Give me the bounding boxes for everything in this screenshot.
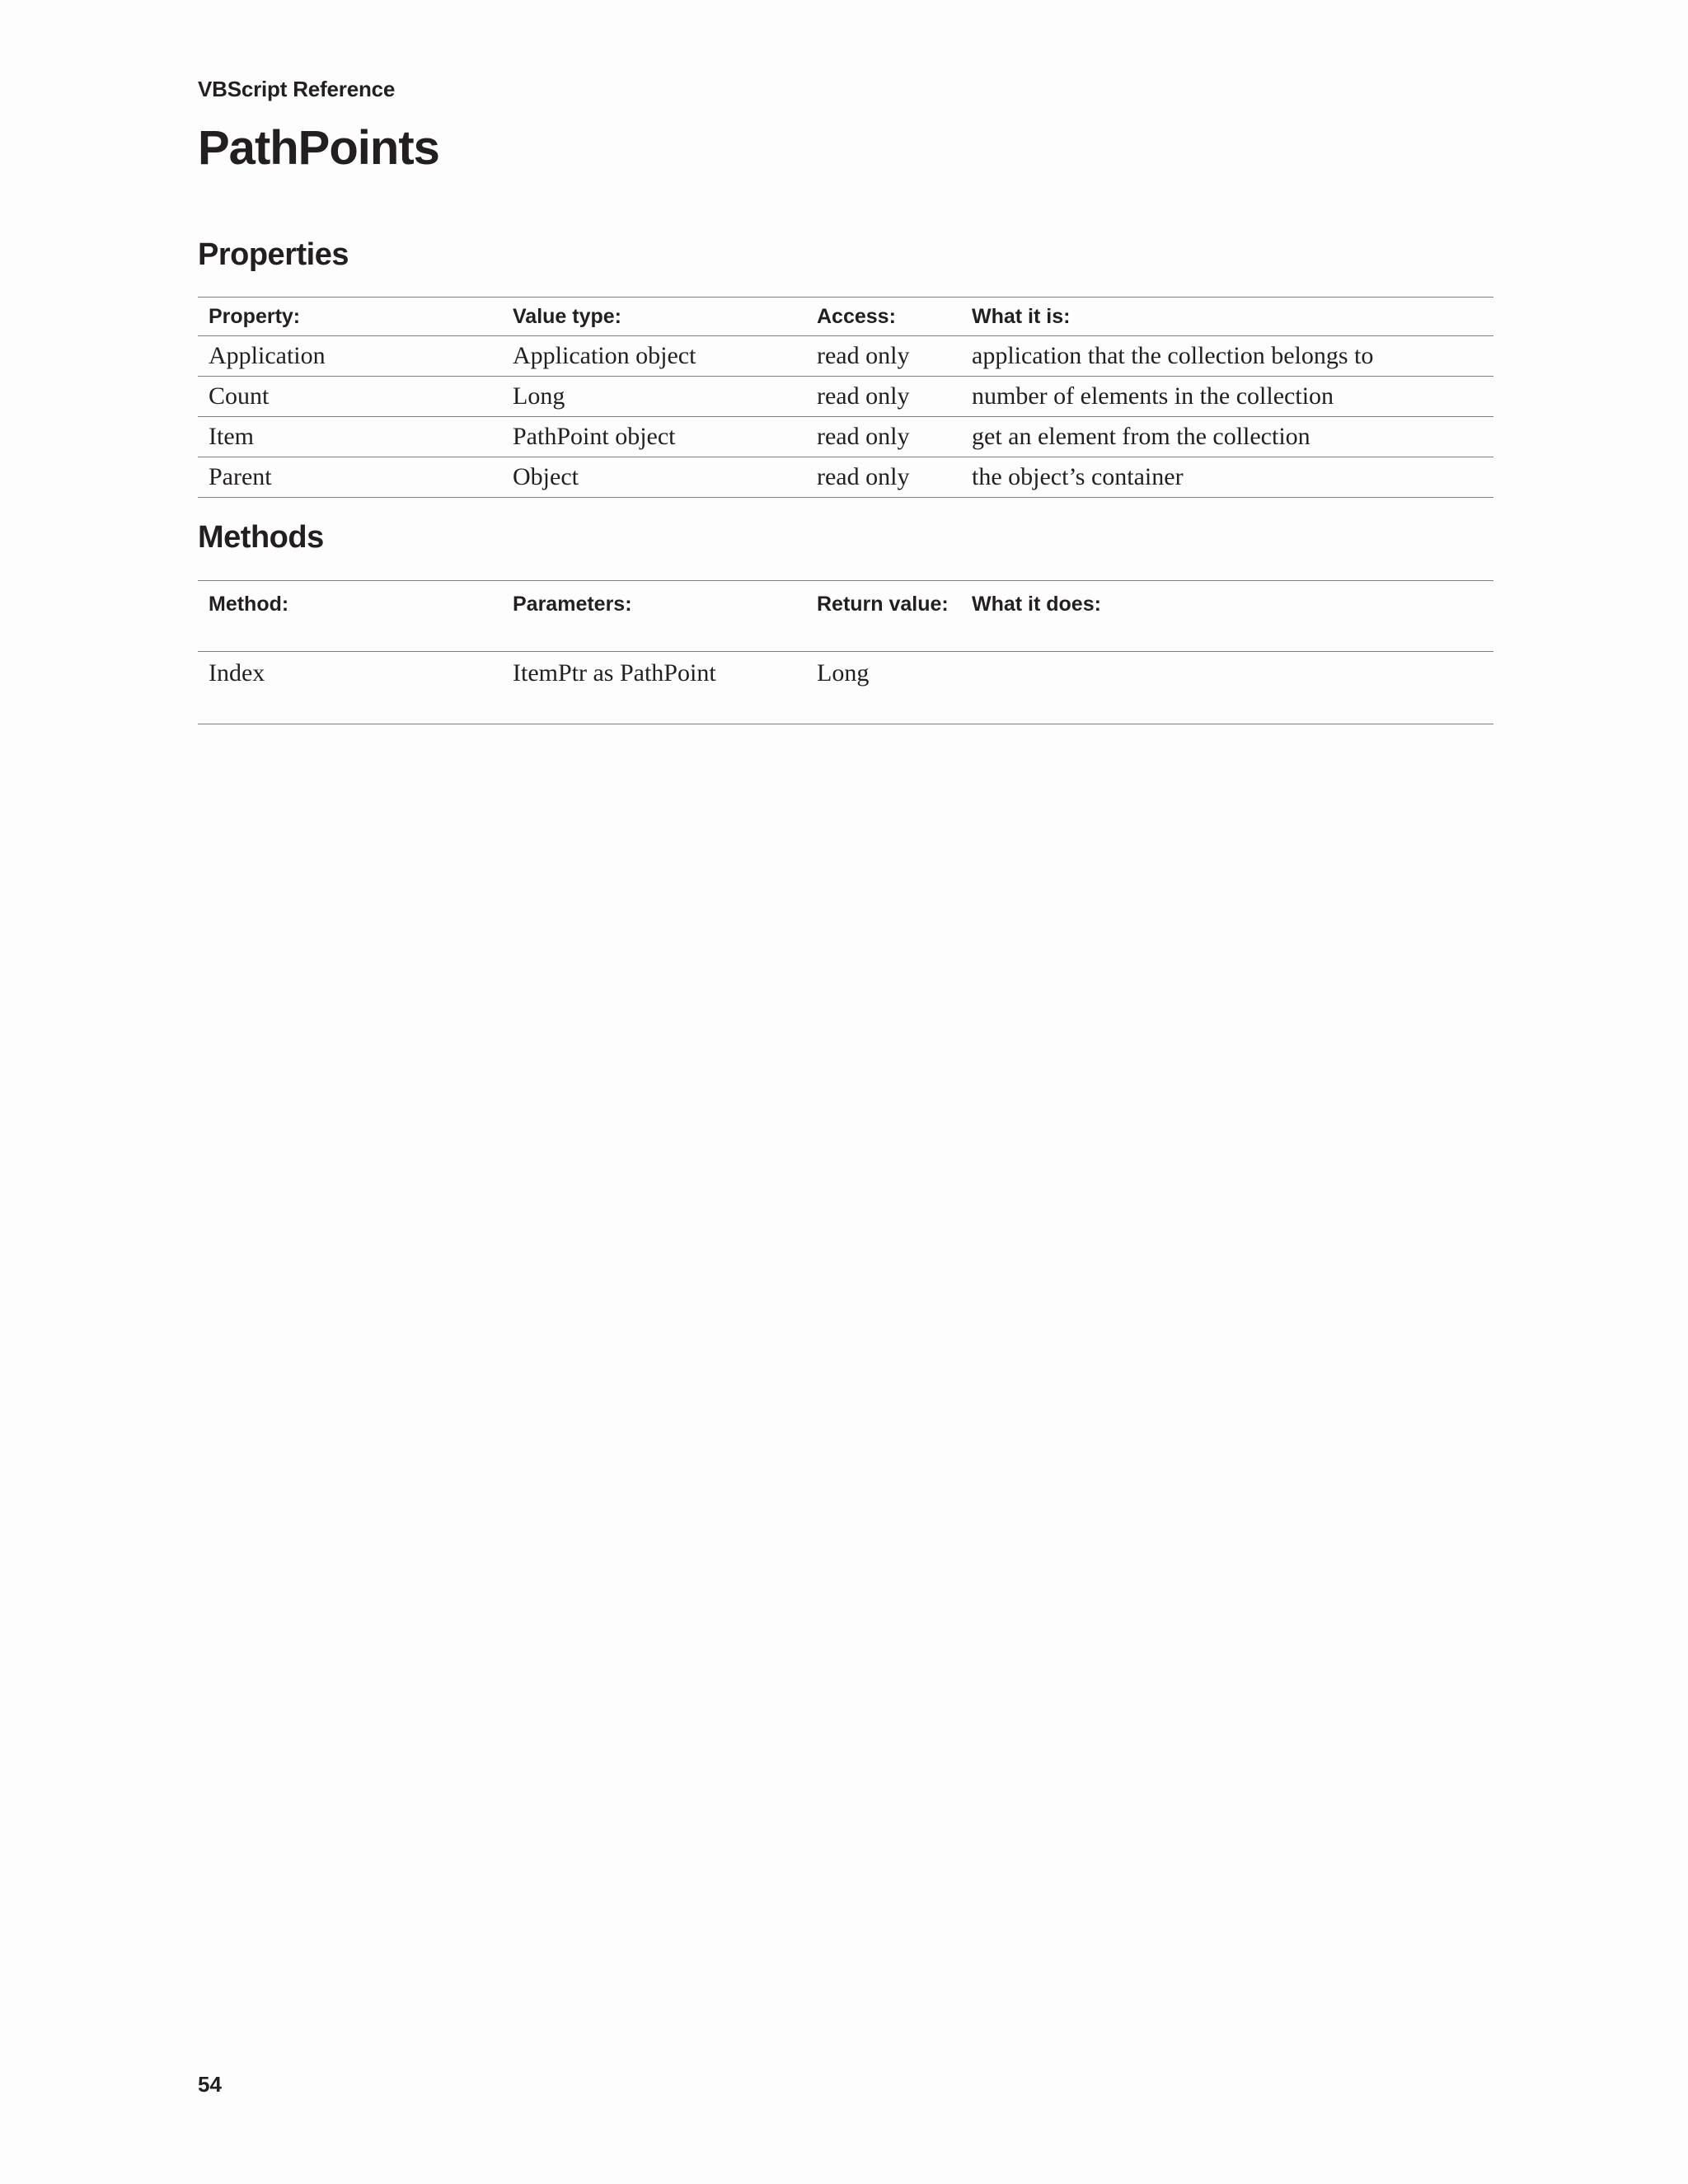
property-description: number of elements in the collection xyxy=(961,377,1493,417)
property-access: read only xyxy=(806,417,961,457)
property-access: read only xyxy=(806,336,961,377)
table-row xyxy=(198,336,1493,377)
property-name: Parent xyxy=(198,457,502,498)
column-header-access: Access: xyxy=(806,298,961,336)
methods-heading: Methods xyxy=(198,520,324,555)
column-header-method: Method: xyxy=(198,581,502,652)
page-title: PathPoints xyxy=(198,121,439,175)
property-value-type: PathPoint object xyxy=(502,417,806,457)
methods-table xyxy=(198,580,1493,724)
property-name: Item xyxy=(198,417,502,457)
column-header-value-type: Value type: xyxy=(502,298,806,336)
property-name: Application xyxy=(198,336,502,377)
column-header-return-value: Return value: xyxy=(806,581,961,652)
table-row xyxy=(198,377,1493,417)
properties-heading: Properties xyxy=(198,237,349,272)
method-description xyxy=(961,652,1493,724)
property-name: Count xyxy=(198,377,502,417)
methods-header-row xyxy=(198,581,1493,652)
property-description: get an element from the collection xyxy=(961,417,1493,457)
column-header-what-it-does: What it does: xyxy=(961,581,1493,652)
property-description: the object’s container xyxy=(961,457,1493,498)
table-row xyxy=(198,417,1493,457)
table-row xyxy=(198,457,1493,498)
method-return-value: Long xyxy=(806,652,961,724)
method-name: Index xyxy=(198,652,502,724)
property-value-type: Long xyxy=(502,377,806,417)
properties-table xyxy=(198,297,1493,498)
property-value-type: Object xyxy=(502,457,806,498)
property-value-type: Application object xyxy=(502,336,806,377)
running-header: VBScript Reference xyxy=(198,77,396,101)
property-access: read only xyxy=(806,377,961,417)
page-number: 54 xyxy=(198,2072,222,2097)
property-access: read only xyxy=(806,457,961,498)
column-header-property: Property: xyxy=(198,298,502,336)
property-description: application that the collection belongs to xyxy=(961,336,1493,377)
column-header-what-it-is: What it is: xyxy=(961,298,1493,336)
properties-header-row xyxy=(198,298,1493,336)
method-parameters: ItemPtr as PathPoint xyxy=(502,652,806,724)
column-header-parameters: Parameters: xyxy=(502,581,806,652)
table-row xyxy=(198,652,1493,724)
